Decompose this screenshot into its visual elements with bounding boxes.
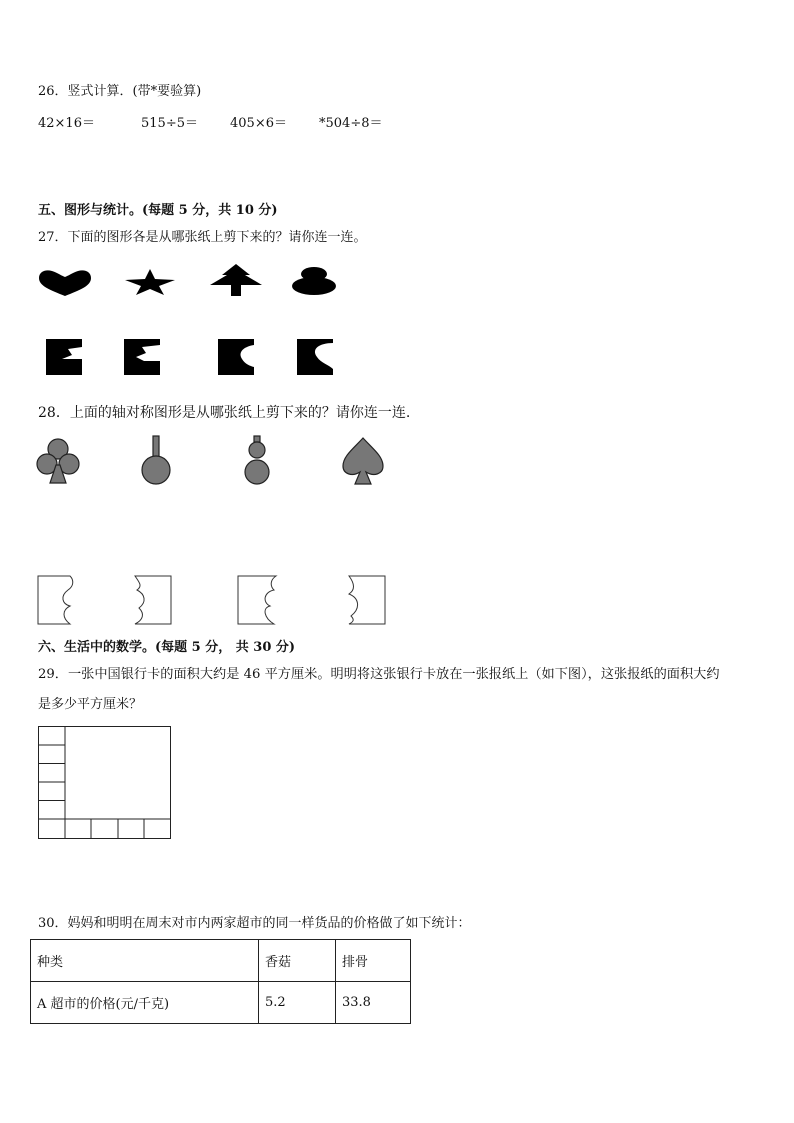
paper-cut-1 — [46, 339, 84, 375]
spade-shape — [340, 436, 386, 486]
paper-cut-3 — [218, 339, 256, 375]
bottle-shape — [139, 434, 173, 486]
fold-paper-3 — [236, 574, 280, 626]
table-cell: 33.8 — [336, 982, 411, 1024]
table-header-cell: 种类 — [31, 940, 259, 982]
paper-cut-2 — [124, 339, 162, 375]
table-row — [31, 940, 411, 982]
q30-title: 30．妈妈和明明在周末对市内两家超市的同一样货品的价格做了如下统计： — [38, 916, 471, 931]
q26-title: 26．竖式计算．(带*要验算) — [38, 84, 202, 99]
q26-problem-4: *504÷8＝ — [319, 116, 383, 131]
section6-heading: 六、生活中的数学。(每题 5 分， 共 30 分) — [38, 640, 296, 655]
fold-paper-4 — [345, 574, 389, 626]
heart-shape — [38, 268, 92, 298]
table-cell: A 超市的价格(元/千克) — [31, 982, 259, 1024]
table-header-cell: 排骨 — [336, 940, 411, 982]
section5-heading: 五、图形与统计。(每题 5 分，共 10 分) — [38, 203, 278, 218]
star-shape — [124, 268, 176, 296]
q29-line-2: 是多少平方厘米？ — [38, 697, 143, 712]
price-table — [30, 939, 411, 1024]
q26-problem-3: 405×6＝ — [230, 116, 287, 131]
q29-line-1: 29．一张中国银行卡的面积大约是 46 平方厘米。明明将这张银行卡放在一张报纸上（如下图），这张报纸的面积大约 — [38, 667, 720, 682]
gourd-shape — [242, 434, 272, 486]
paper-cut-4 — [297, 339, 335, 375]
q27-title: 27．下面的图形各是从哪张纸上剪下来的？请你连一连。 — [38, 230, 367, 245]
q26-problem-2: 515÷5＝ — [141, 116, 198, 131]
table-cell: 5.2 — [259, 982, 336, 1024]
tree-shape — [208, 263, 264, 297]
table-header-cell: 香菇 — [259, 940, 336, 982]
q28-title: 28．上面的轴对称图形是从哪张纸上剪下来的？请你连一连. — [38, 405, 411, 421]
stacked-shape — [291, 266, 337, 296]
newspaper-grid — [38, 726, 172, 840]
fold-paper-1 — [36, 574, 78, 626]
club-shape — [36, 437, 80, 485]
q26-problem-1: 42×16＝ — [38, 116, 95, 131]
table-row — [31, 982, 411, 1024]
fold-paper-2 — [131, 574, 173, 626]
